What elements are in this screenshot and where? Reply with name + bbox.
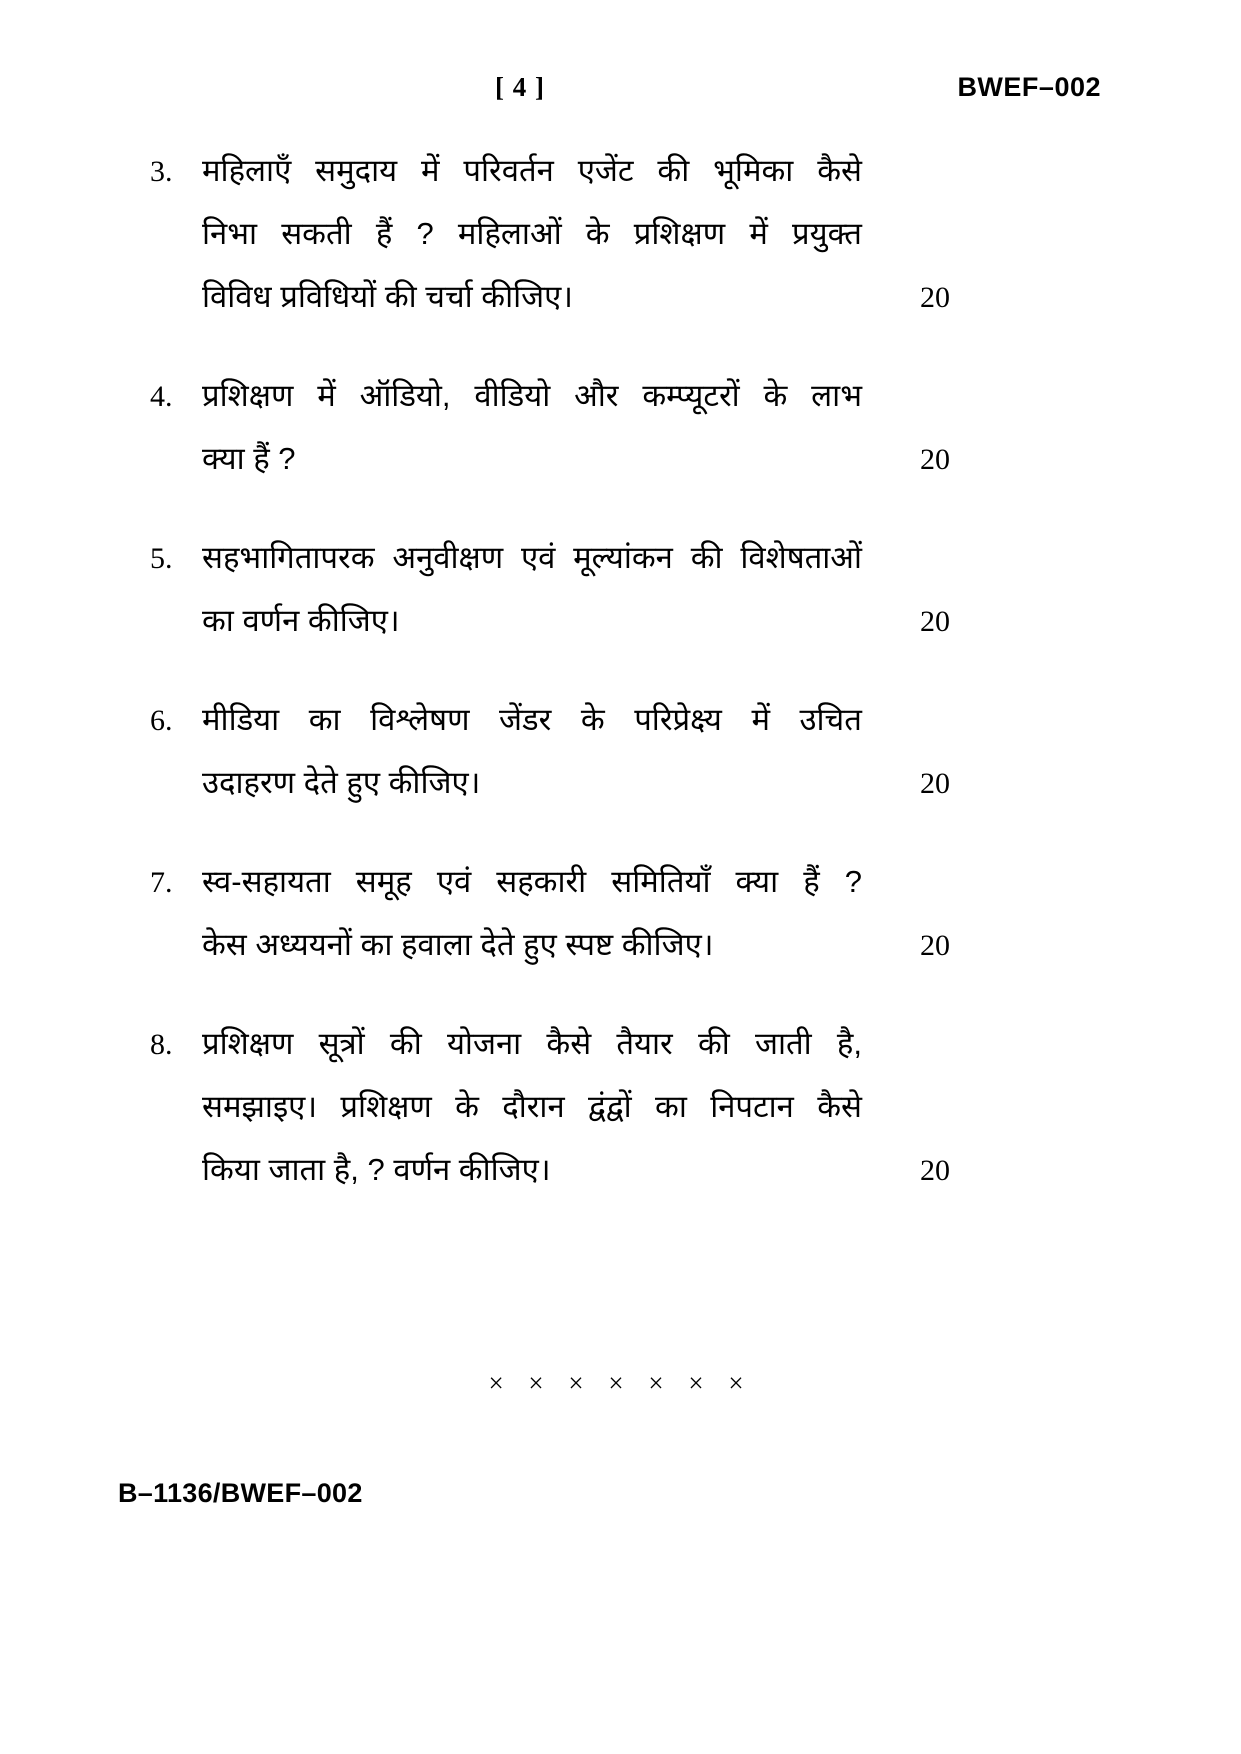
question-item: [150, 365, 950, 491]
question-marks: 20: [920, 281, 950, 314]
question-marks: 20: [920, 929, 950, 962]
question-line: [150, 527, 950, 590]
question-text: प्रशिक्षण सूत्रों की योजना कैसे तैयार की जाती है,: [202, 1026, 862, 1061]
question-text: किया जाता है, ? वर्णन कीजिए।: [202, 1152, 551, 1187]
question-text: केस अध्ययनों का हवाला देते हुए स्पष्ट कीजिए।: [202, 927, 714, 962]
question-marks: 20: [920, 767, 950, 800]
question-list: [150, 140, 950, 1238]
question-text: स्व-सहायता समूह एवं सहकारी समितियाँ क्या हैं ?: [202, 864, 862, 899]
question-line: [150, 203, 950, 266]
question-line: [150, 914, 950, 977]
question-text: समझाइए। प्रशिक्षण के दौरान द्वंद्वों का निपटान कैसे: [202, 1089, 862, 1124]
question-line: [150, 140, 950, 203]
question-line: [150, 590, 950, 653]
question-marks: 20: [920, 443, 950, 476]
question-text: प्रशिक्षण में ऑडियो, वीडियो और कम्प्यूटरों के लाभ: [202, 378, 862, 413]
page-number: [ 4 ]: [495, 72, 545, 102]
question-marks: 20: [920, 605, 950, 638]
question-number: 6.: [150, 704, 173, 737]
question-text: महिलाएँ समुदाय में परिवर्तन एजेंट की भूमिका कैसे: [202, 153, 862, 188]
question-item: [150, 140, 950, 329]
section-separator: × × × × × × ×: [488, 1368, 753, 1398]
page-footer: B–1136/BWEF–002: [118, 1478, 363, 1508]
question-item: [150, 689, 950, 815]
page-header: [150, 72, 1101, 112]
question-number: 7.: [150, 866, 173, 899]
question-line: [150, 365, 950, 428]
question-text: सहभागितापरक अनुवीक्षण एवं मूल्यांकन की विशेषताओं: [202, 540, 862, 575]
question-line: [150, 851, 950, 914]
question-line: [150, 689, 950, 752]
question-line: [150, 428, 950, 491]
question-item: [150, 851, 950, 977]
question-line: [150, 1076, 950, 1139]
question-text: मीडिया का विश्लेषण जेंडर के परिप्रेक्ष्य में उचित: [202, 702, 862, 737]
question-number: 8.: [150, 1028, 173, 1061]
question-item: [150, 527, 950, 653]
paper-code: BWEF–002: [957, 72, 1101, 102]
question-line: [150, 266, 950, 329]
question-text: क्या हैं ?: [202, 441, 296, 476]
question-number: 5.: [150, 542, 173, 575]
question-text: का वर्णन कीजिए।: [202, 603, 400, 638]
question-marks: 20: [920, 1154, 950, 1187]
question-number: 4.: [150, 380, 173, 413]
question-text: निभा सकती हैं ? महिलाओं के प्रशिक्षण में प्रयुक्त: [202, 216, 862, 251]
question-line: [150, 1013, 950, 1076]
question-text: उदाहरण देते हुए कीजिए।: [202, 765, 481, 800]
question-text: विविध प्रविधियों की चर्चा कीजिए।: [202, 279, 574, 314]
question-item: [150, 1013, 950, 1202]
question-number: 3.: [150, 155, 173, 188]
question-line: [150, 1139, 950, 1202]
question-line: [150, 752, 950, 815]
